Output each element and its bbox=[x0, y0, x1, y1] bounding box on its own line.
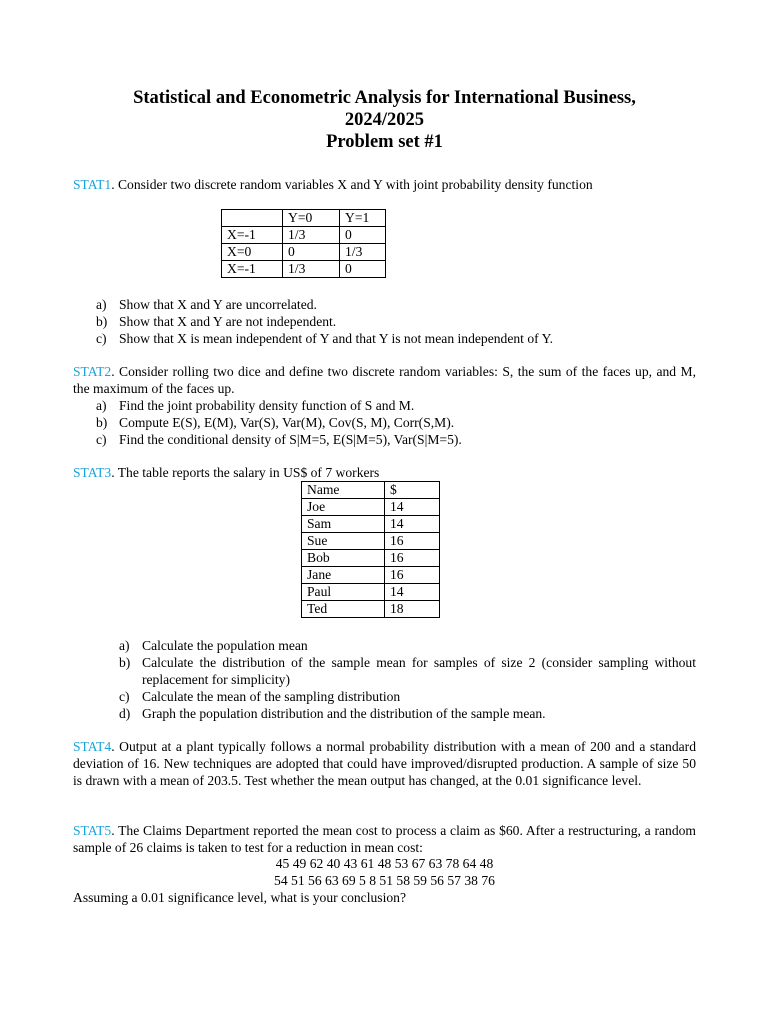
table-row bbox=[302, 499, 440, 516]
stat1-tag: STAT1 bbox=[73, 177, 112, 192]
stat5-tag: STAT5 bbox=[73, 823, 112, 838]
table-cell: Name bbox=[302, 482, 385, 499]
list-item-text: Find the joint probability density function of S and M. bbox=[119, 398, 415, 413]
table-cell: X=0 bbox=[222, 244, 283, 261]
list-item-text: Graph the population distribution and the distribution of the sample mean. bbox=[142, 706, 546, 721]
list-item bbox=[73, 688, 696, 705]
table-row bbox=[302, 533, 440, 550]
stat5-data-line1: 45 49 62 40 43 61 48 53 67 63 78 64 48 bbox=[275, 856, 494, 871]
list-item-text: Show that X and Y are uncorrelated. bbox=[119, 297, 317, 312]
stat1-text: . Consider two discrete random variables X and Y with joint probability density function bbox=[111, 177, 593, 192]
stat2-question-list bbox=[73, 397, 696, 448]
table-cell: Sue bbox=[302, 533, 385, 550]
stat2-text: . Consider rolling two dice and define two discrete random variables: S, the sum of the faces up, and M, the maximum of the faces up. bbox=[73, 364, 696, 396]
table-cell: 14 bbox=[385, 516, 440, 533]
table-cell: Ted bbox=[302, 601, 385, 618]
stat5-data-line2: 54 51 56 63 69 5 8 51 58 59 56 57 38 76 bbox=[274, 873, 495, 888]
list-item-text: Calculate the population mean bbox=[142, 638, 308, 653]
table-header-row bbox=[222, 210, 386, 227]
table-cell: 18 bbox=[385, 601, 440, 618]
table-cell: 14 bbox=[385, 499, 440, 516]
document-title-line1: Statistical and Econometric Analysis for International Business, bbox=[133, 88, 636, 108]
list-item bbox=[73, 431, 696, 448]
stat3-tag: STAT3 bbox=[73, 465, 112, 480]
list-marker: a) bbox=[96, 398, 107, 413]
list-item bbox=[73, 637, 696, 654]
list-marker: b) bbox=[96, 415, 108, 430]
table-row bbox=[302, 601, 440, 618]
list-item bbox=[73, 397, 696, 414]
list-marker: d) bbox=[119, 706, 131, 721]
list-marker: a) bbox=[119, 638, 130, 653]
list-item-text: Calculate the mean of the sampling distribution bbox=[142, 689, 401, 704]
table-row bbox=[222, 261, 386, 278]
list-item-text: Show that X is mean independent of Y and that Y is not mean independent of Y. bbox=[119, 331, 554, 346]
list-marker: a) bbox=[96, 297, 107, 312]
table-cell: Y=1 bbox=[340, 210, 386, 227]
list-marker: c) bbox=[96, 331, 107, 346]
table-cell: Sam bbox=[302, 516, 385, 533]
list-item-text: Find the conditional density of S|M=5, E(S|M=5), Var(S|M=5). bbox=[119, 432, 462, 447]
stat1-intro bbox=[73, 176, 696, 193]
stat4-paragraph bbox=[73, 738, 696, 789]
stat5-paragraph bbox=[73, 822, 696, 856]
table-row bbox=[302, 516, 440, 533]
list-marker: c) bbox=[96, 432, 107, 447]
stat5-question: Assuming a 0.01 significance level, what is your conclusion? bbox=[73, 890, 406, 905]
stat3-question-list bbox=[73, 637, 696, 722]
table-cell: 1/3 bbox=[283, 261, 340, 278]
table-cell: $ bbox=[385, 482, 440, 499]
table-cell: 0 bbox=[340, 261, 386, 278]
stat1-question-list bbox=[73, 296, 696, 347]
table-cell: Jane bbox=[302, 567, 385, 584]
table-cell: Y=0 bbox=[283, 210, 340, 227]
salary-table bbox=[301, 481, 440, 618]
joint-density-table bbox=[221, 209, 386, 278]
list-item bbox=[73, 654, 696, 688]
table-row bbox=[302, 550, 440, 567]
list-marker: b) bbox=[119, 655, 131, 670]
table-cell: Paul bbox=[302, 584, 385, 601]
list-marker: c) bbox=[119, 689, 130, 704]
list-item-text: Compute E(S), E(M), Var(S), Var(M), Cov(S, M), Corr(S,M). bbox=[119, 415, 455, 430]
table-cell: X=-1 bbox=[222, 227, 283, 244]
table-cell: X=-1 bbox=[222, 261, 283, 278]
stat3-text: . The table reports the salary in US$ of 7 workers bbox=[111, 465, 380, 480]
table-cell: Bob bbox=[302, 550, 385, 567]
table-cell: 1/3 bbox=[340, 244, 386, 261]
stat2-tag: STAT2 bbox=[73, 364, 112, 379]
table-cell: Joe bbox=[302, 499, 385, 516]
table-cell: 0 bbox=[283, 244, 340, 261]
table-cell: 1/3 bbox=[283, 227, 340, 244]
list-item bbox=[73, 705, 696, 722]
table-cell: 16 bbox=[385, 533, 440, 550]
table-header-row bbox=[302, 482, 440, 499]
list-item bbox=[73, 330, 696, 347]
document-title-line2: 2024/2025 bbox=[344, 110, 425, 130]
list-item bbox=[73, 296, 696, 313]
table-cell: 0 bbox=[340, 227, 386, 244]
table-cell bbox=[222, 210, 283, 227]
list-marker: b) bbox=[96, 314, 108, 329]
stat5-text: . The Claims Department reported the mean cost to process a claim as $60. After a restructuring, a random sample of 26 claims is taken to test for a reduction in mean cost: bbox=[73, 823, 696, 855]
table-row bbox=[222, 244, 386, 261]
list-item bbox=[73, 313, 696, 330]
stat3-intro bbox=[73, 464, 696, 481]
stat4-text: . Output at a plant typically follows a normal probability distribution with a mean of 200 and a standard deviation of 16. New techniques are adopted that could have improved/disrupted production. A sample of size 50 is drawn with a mean of 203.5. Test whether the mean output has changed, at the 0.01 significance level. bbox=[73, 739, 696, 788]
document-title-line3: Problem set #1 bbox=[326, 132, 443, 152]
table-cell: 16 bbox=[385, 567, 440, 584]
list-item bbox=[73, 414, 696, 431]
table-row bbox=[222, 227, 386, 244]
stat4-tag: STAT4 bbox=[73, 739, 112, 754]
list-item-text: Calculate the distribution of the sample mean for samples of size 2 (consider sampling without replacement for simplicity) bbox=[142, 655, 696, 687]
table-cell: 16 bbox=[385, 550, 440, 567]
table-row bbox=[302, 567, 440, 584]
list-item-text: Show that X and Y are not independent. bbox=[119, 314, 337, 329]
stat2-intro bbox=[73, 363, 696, 397]
table-cell: 14 bbox=[385, 584, 440, 601]
table-row bbox=[302, 584, 440, 601]
